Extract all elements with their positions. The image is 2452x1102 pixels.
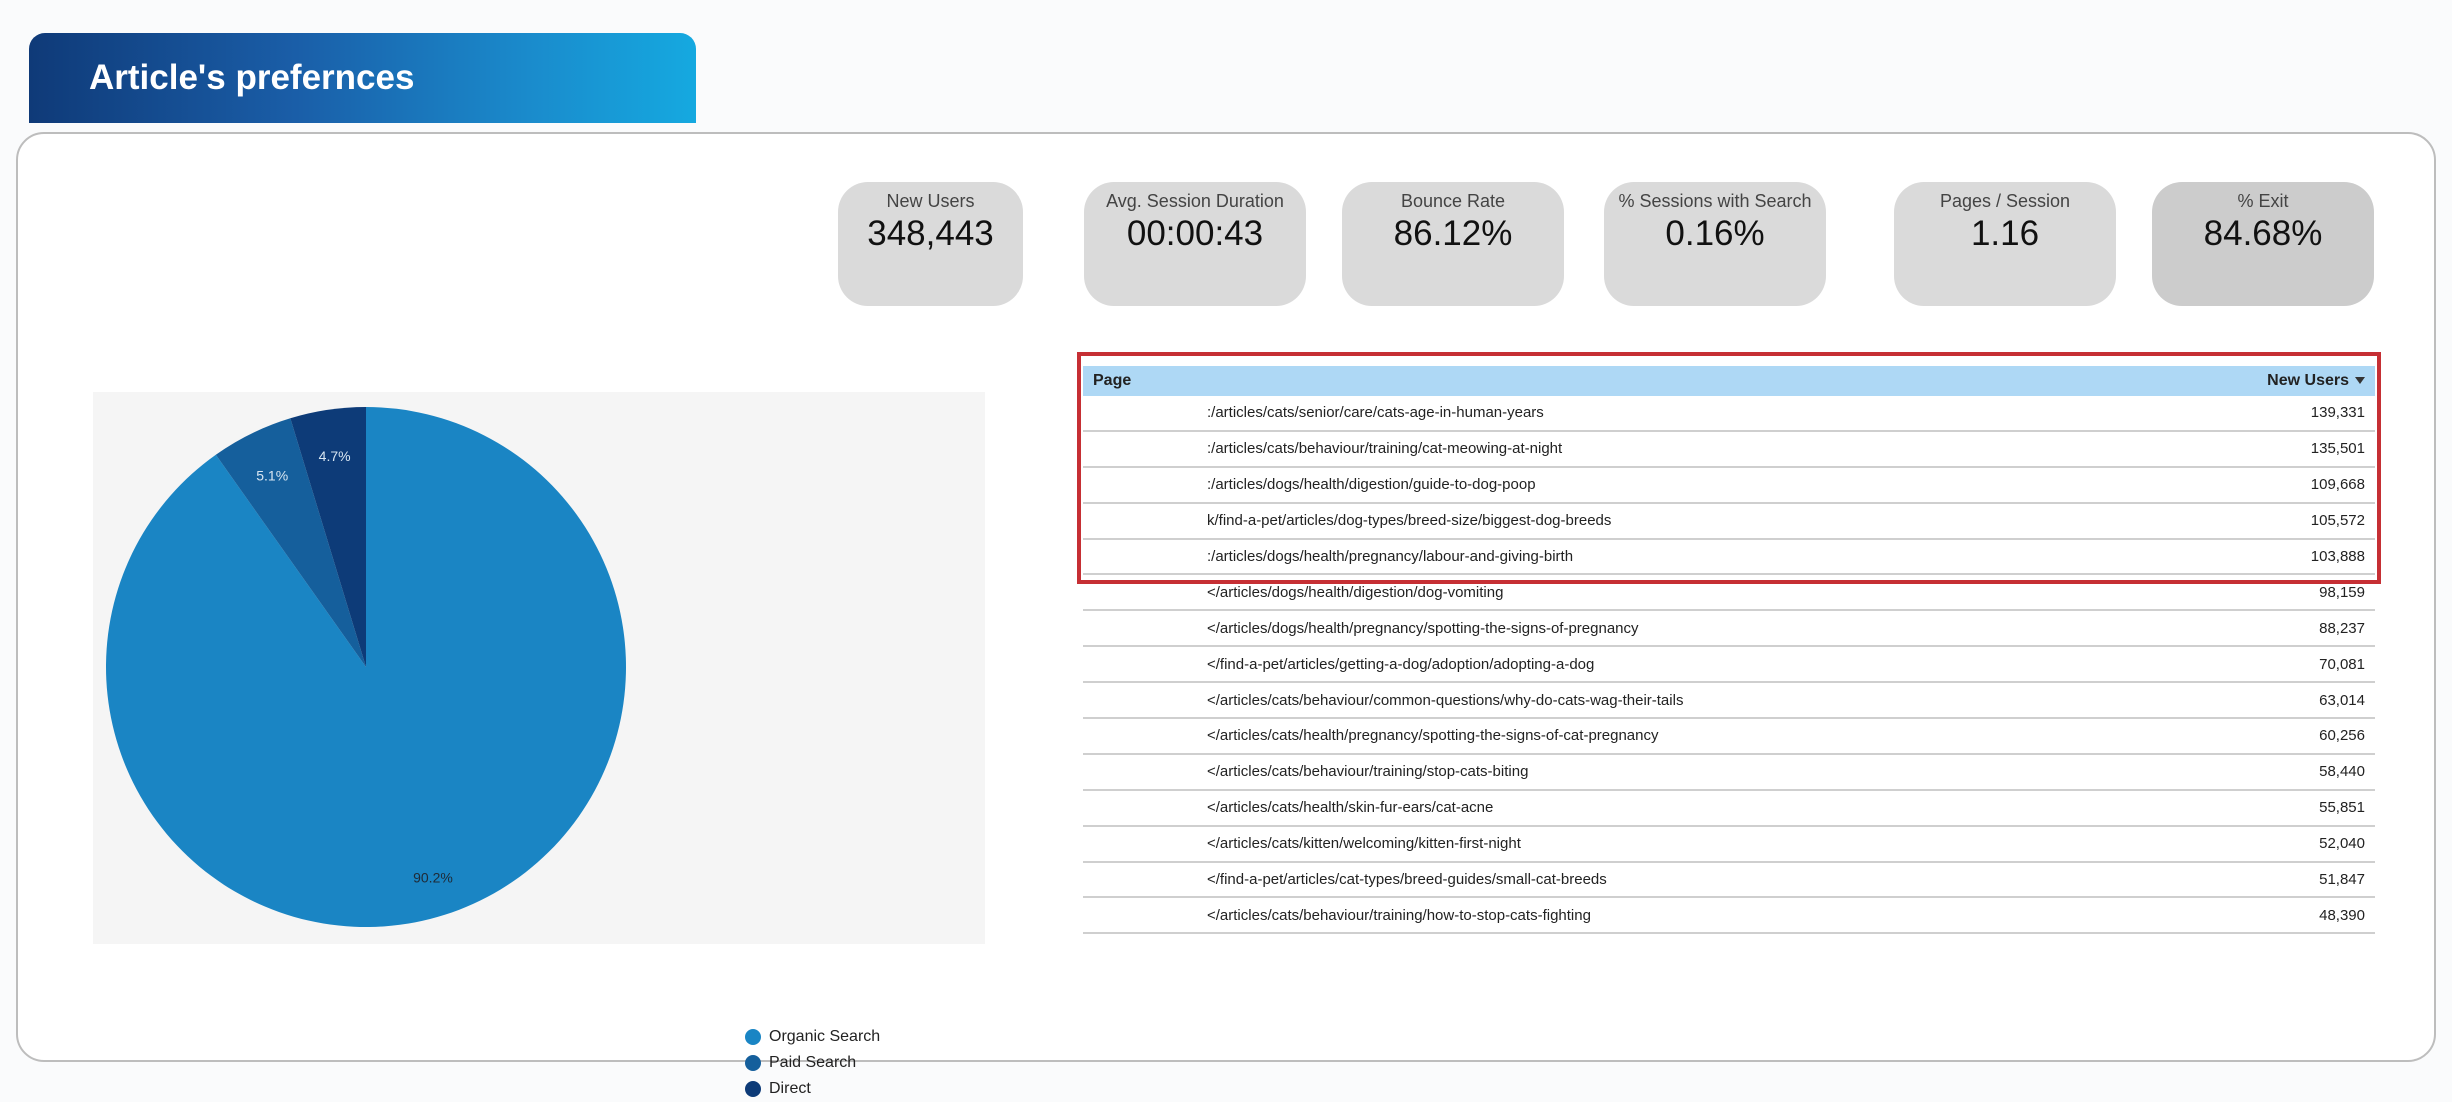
kpi-pages-per-session [1894,182,2116,306]
page-path-cell: </articles/dogs/health/pregnancy/spotting-the-signs-of-pregnancy [1207,619,1639,637]
legend-swatch [745,1081,761,1097]
new-users-cell: 63,014 [2319,691,2365,709]
table-row[interactable] [1083,540,2375,576]
page-path-cell: :/articles/cats/senior/care/cats-age-in-human-years [1207,404,1544,422]
page-path-cell: </articles/cats/behaviour/training/how-to-stop-cats-fighting [1207,906,1591,924]
new-users-cell: 98,159 [2319,583,2365,601]
table-row[interactable] [1083,647,2375,683]
kpi-value: 00:00:43 [1126,214,1264,253]
table-row[interactable] [1083,396,2375,432]
table-header [1083,366,2375,396]
legend-swatch [745,1029,761,1045]
new-users-cell: 135,501 [2310,440,2365,458]
kpi-value: 84.68% [2203,214,2323,253]
table-row[interactable] [1083,898,2375,934]
kpi-value: 86.12% [1393,214,1513,253]
pages-table [1083,366,2375,934]
sort-descending-icon [2355,377,2365,385]
kpi-avg-session-duration [1084,182,1306,306]
redacted-domain [1083,647,1207,681]
kpi-label: % Exit [2237,191,2289,211]
new-users-cell: 105,572 [2310,512,2365,530]
redacted-domain [1083,611,1207,645]
kpi-label: Bounce Rate [1400,191,1506,211]
legend-item-paid-search[interactable] [745,1050,880,1076]
legend-item-organic-search[interactable] [745,1024,880,1050]
kpi-sessions-with-search [1604,182,1826,306]
table-row[interactable] [1083,863,2375,899]
pie-data-label: 4.7% [318,448,351,465]
page-path-cell: </articles/cats/kitten/welcoming/kitten-first-night [1207,835,1521,853]
new-users-cell: 70,081 [2319,655,2365,673]
page-path-cell: </articles/cats/health/pregnancy/spotting-the-signs-of-cat-pregnancy [1207,727,1659,745]
pie-data-label: 5.1% [256,467,289,484]
kpi-label: Avg. Session Duration [1106,191,1284,211]
page-path-cell: :/articles/dogs/health/pregnancy/labour-and-giving-birth [1207,548,1574,565]
chart-legend [745,1024,880,1102]
page-path-cell: </find-a-pet/articles/cat-types/breed-guides/small-cat-breeds [1207,871,1607,889]
table-row[interactable] [1083,575,2375,611]
new-users-cell: 139,331 [2310,404,2365,422]
legend-label: Organic Search [769,1028,881,1045]
redacted-domain [1083,755,1207,789]
redacted-domain [1083,719,1207,753]
legend-item-direct[interactable] [745,1076,880,1102]
redacted-domain [1083,827,1207,861]
table-row[interactable] [1083,755,2375,791]
new-users-cell: 55,851 [2319,799,2365,817]
page-path-cell: </articles/cats/behaviour/common-questions/why-do-cats-wag-their-tails [1207,691,1684,709]
kpi-bounce-rate [1342,182,1564,306]
legend-label: Paid Search [769,1054,857,1071]
new-users-cell: 103,888 [2310,548,2365,565]
new-users-cell: 52,040 [2319,835,2365,853]
pie-chart-area [93,392,985,1097]
column-header-label: New Users [2267,372,2349,389]
page-path-cell: </articles/dogs/health/digestion/dog-vomiting [1207,583,1504,601]
new-users-cell: 51,847 [2319,871,2365,889]
redacted-domain [1083,575,1207,609]
kpi-value: 1.16 [1970,214,2040,253]
pie-chart [93,392,985,944]
kpi-label: New Users [886,191,975,211]
page-path-cell: </articles/cats/health/skin-fur-ears/cat-acne [1207,799,1494,817]
table-row[interactable] [1083,683,2375,719]
redacted-domain [1083,432,1207,466]
kpi-label: % Sessions with Search [1618,191,1812,211]
table-row[interactable] [1083,611,2375,647]
new-users-cell: 58,440 [2319,763,2365,781]
page-path-cell: :/articles/cats/behaviour/training/cat-meowing-at-night [1207,440,1563,458]
page-title: Article's prefernces [29,33,696,123]
redacted-domain [1083,468,1207,502]
table-row[interactable] [1083,719,2375,755]
pie-data-label: 90.2% [413,869,453,886]
kpi-new-users [838,182,1023,306]
table-body [1083,396,2375,934]
new-users-cell: 48,390 [2319,906,2365,924]
new-users-cell: 109,668 [2310,476,2365,494]
table-row[interactable] [1083,827,2375,863]
column-header-page[interactable]: Page [1093,372,1132,389]
page-path-cell: </articles/cats/behaviour/training/stop-cats-biting [1207,763,1529,781]
legend-label: Direct [769,1080,811,1097]
page-path-cell: </find-a-pet/articles/getting-a-dog/adoption/adopting-a-dog [1207,655,1595,673]
column-header-new-users[interactable] [2267,372,2365,390]
redacted-domain [1083,863,1207,897]
legend-swatch [745,1055,761,1071]
redacted-domain [1083,396,1207,430]
redacted-domain [1083,898,1207,932]
page-path-cell: k/find-a-pet/articles/dog-types/breed-size/biggest-dog-breeds [1207,512,1612,530]
table-row[interactable] [1083,468,2375,504]
redacted-domain [1083,540,1207,574]
page-path-cell: :/articles/dogs/health/digestion/guide-to-dog-poop [1207,476,1536,494]
redacted-domain [1083,683,1207,717]
redacted-domain [1083,791,1207,825]
table-row[interactable] [1083,791,2375,827]
kpi-label: Pages / Session [1939,191,2071,211]
new-users-cell: 88,237 [2319,619,2365,637]
kpi-value: 0.16% [1665,214,1765,253]
kpi-value: 348,443 [867,214,994,253]
table-row[interactable] [1083,432,2375,468]
new-users-cell: 60,256 [2319,727,2365,745]
kpi-exit [2152,182,2374,306]
table-row[interactable] [1083,504,2375,540]
redacted-domain [1083,504,1207,538]
